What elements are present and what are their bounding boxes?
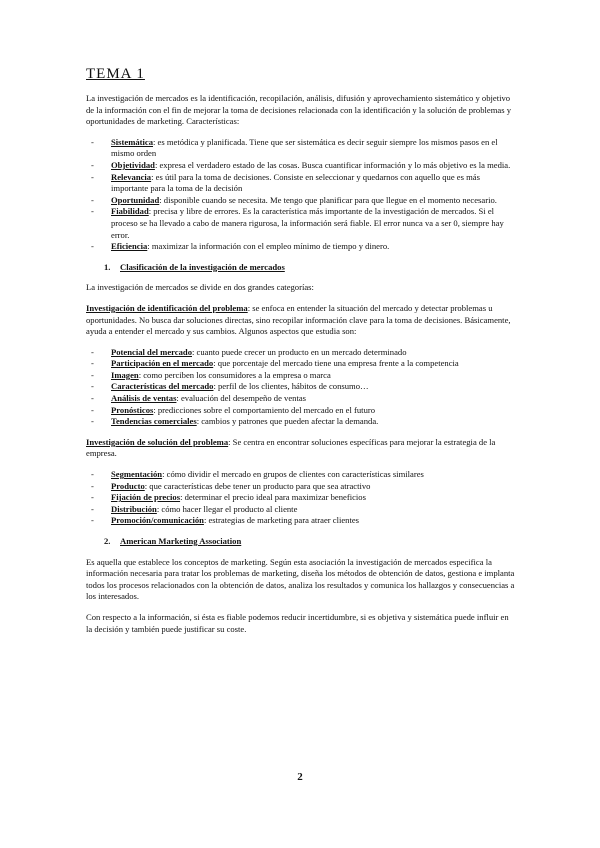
section-label: American Marketing Association [120, 536, 242, 546]
section-heading-1 [86, 262, 516, 274]
page-title: TEMA 1 [86, 66, 145, 82]
identification-paragraph [86, 303, 516, 338]
term: Características del mercado [111, 381, 214, 392]
section-number: 1. [104, 261, 111, 272]
list-item: - Oportunidad: disponible cuando se necesita. Me tengo que planificar para que llegue en el momento necesario. [91, 194, 497, 205]
item-text: : disponible cuando se necesita. Me tengo que planificar para que llegue en el momento necesario. [159, 194, 497, 205]
term: Tendencias comerciales [111, 416, 197, 427]
item-text: : cambios y patrones que pueden afectar la demanda. [196, 416, 379, 427]
list-item: - Análisis de ventas: evaluación del desempeño de ventas [91, 393, 306, 404]
term: Oportunidad [111, 194, 160, 205]
list-item: - Potencial del mercado: cuanto puede crecer un producto en un mercado determinado [91, 346, 407, 357]
term: Segmentación [111, 469, 163, 480]
paragraph-text: : se enfoca en entender la situación del mercado y detectar problemas u oportunidades. No busca dar soluciones directas, sino recopilar información clave para la toma de decisiones. Básicamente, ayuda a entender el mercado y sus cambios. Algunos aspectos que estudia son: [86, 302, 511, 337]
term: Investigación de identificación del problema [86, 302, 248, 313]
identification-list [86, 347, 516, 428]
item-text: : maximizar la información con el empleo mínimo de tiempo y dinero. [147, 241, 390, 252]
ama-paragraph: Es aquella que establece los conceptos de marketing. Según esta asociación la investigación de mercados especifica la información necesaria para tratar los problemas de marketing, diseña los métodos de obtención de datos, gestiona e implanta todos los procesos relacionados con la obtención de datos, analiza los resultados y comunica los hallazgos y consecuencias a los interesados. [86, 556, 515, 602]
term: Imagen [111, 369, 139, 380]
section1-intro: La investigación de mercados se divide en dos grandes categorías: [86, 282, 314, 293]
list-item: - Pronósticos: predicciones sobre el comportamiento del mercado en el futuro [91, 404, 376, 415]
item-text: : evaluación del desempeño de ventas [176, 393, 306, 404]
term: Eficiencia [111, 241, 148, 252]
item-text: : predicciones sobre el comportamiento del mercado en el futuro [153, 404, 376, 415]
section-label: Clasificación de la investigación de mercados [120, 261, 285, 272]
item-text: : cómo dividir el mercado en grupos de clientes con características similares [162, 469, 424, 480]
item-text: : que características debe tener un producto para que sea atractivo [144, 480, 371, 491]
list-item: - Producto: que características debe tener un producto para que sea atractivo [91, 480, 371, 491]
term: Relevancia [111, 171, 152, 182]
term: Producto [111, 480, 145, 491]
list-item: - Objetividad: expresa el verdadero estado de las cosas. Busca cuantificar información y lo más objetivo es la media. [91, 159, 511, 170]
solution-list [86, 469, 516, 527]
list-item: - Tendencias comerciales: cambios y patrones que pueden afectar la demanda. [91, 416, 379, 427]
list-item: - Participación en el mercado: que porcentaje del mercado tiene una empresa frente a la competencia [91, 358, 459, 369]
item-text: : precisa y libre de errores. Es la característica más importante de la investigación de mercados. Si el proceso se ha llevado a cabo de manera rigurosa, la información será fiable. El error nunca va a ser 0, siempre hay error. [111, 206, 504, 240]
list-item: - Relevancia: es útil para la toma de decisiones. Consiste en seleccionar y quedarnos con aquello que es más importante para la toma de la decisión [91, 171, 480, 194]
item-text: : es metódica y planificada. Tiene que ser sistemática es decir seguir siempre los mismos pasos en el mismo orden [111, 136, 498, 159]
term: Investigación de solución del problema [86, 436, 229, 447]
paragraph-text: : Se centra en encontrar soluciones específicas para mejorar la estrategia de la empresa. [86, 436, 496, 459]
characteristics-list [86, 137, 516, 253]
section-heading-2 [86, 536, 516, 548]
term: Objetividad [111, 159, 155, 170]
item-text: : cuanto puede crecer un producto en un mercado determinado [192, 346, 407, 357]
section-number: 2. [104, 536, 111, 546]
page-number: 2 [297, 771, 303, 783]
term: Potencial del mercado [111, 346, 192, 357]
list-item: - Sistemática: es metódica y planificada. Tiene que ser sistemática es decir seguir siempre los mismos pasos en el mismo orden [91, 136, 498, 159]
list-item: - Imagen: como perciben los consumidores a la empresa o marca [91, 369, 331, 380]
item-text: : es útil para la toma de decisiones. Consiste en seleccionar y quedarnos con aquello que es más importante para la toma de la decisión [111, 171, 480, 194]
term: Promoción/comunicación [111, 515, 204, 526]
list-item: - Características del mercado: perfil de los clientes, hábitos de consumo… [91, 381, 369, 392]
item-text: : cómo hacer llegar el producto al cliente [156, 503, 298, 514]
item-text: : expresa el verdadero estado de las cosas. Busca cuantificar información y lo más objetivo es la media. [154, 159, 511, 170]
document-page [86, 66, 516, 644]
list-item: - Eficiencia: maximizar la información con el empleo mínimo de tiempo y dinero. [91, 241, 390, 252]
item-text: : determinar el precio ideal para maximizar beneficios [180, 492, 366, 503]
term: Análisis de ventas [111, 393, 177, 404]
list-item: - Distribución: cómo hacer llegar el producto al cliente [91, 503, 298, 514]
list-item: - Segmentación: cómo dividir el mercado en grupos de clientes con características similares [91, 469, 424, 480]
item-text: : estrategias de marketing para atraer clientes [203, 515, 360, 526]
item-text: : como perciben los consumidores a la empresa o marca [138, 369, 331, 380]
term: Participación en el mercado [111, 358, 214, 369]
item-text: : perfil de los clientes, hábitos de consumo… [213, 381, 369, 392]
list-item: - Fiabilidad: precisa y libre de errores. Es la característica más importante de la investigación de mercados. Si el proceso se ha llevado a cabo de manera rigurosa, la información será fiable. El error nunca va a ser 0, siempre hay error. [91, 206, 504, 240]
term: Sistemática [111, 136, 154, 147]
list-item: - Promoción/comunicación: estrategias de marketing para atraer clientes [91, 515, 360, 526]
information-paragraph: Con respecto a la información, si ésta es fiable podemos reducir incertidumbre, si es objetiva y sistemática puede influir en la decisión y también puede justificar su coste. [86, 611, 509, 634]
term: Distribución [111, 503, 157, 514]
list-item: - Fijación de precios: determinar el precio ideal para maximizar beneficios [91, 492, 366, 503]
item-text: : que porcentaje del mercado tiene una empresa frente a la competencia [213, 358, 459, 369]
term: Fiabilidad [111, 206, 149, 217]
term: Pronósticos [111, 404, 154, 415]
solution-paragraph [86, 437, 516, 460]
term: Fijación de precios [111, 492, 181, 503]
intro-paragraph: La investigación de mercados es la identificación, recopilación, análisis, difusión y aprovechamiento sistemático y objetivo de la información con el fin de mejorar la toma de decisiones relacionada con la identificación y la solución de problemas y oportunidades de marketing. Características: [86, 93, 511, 127]
